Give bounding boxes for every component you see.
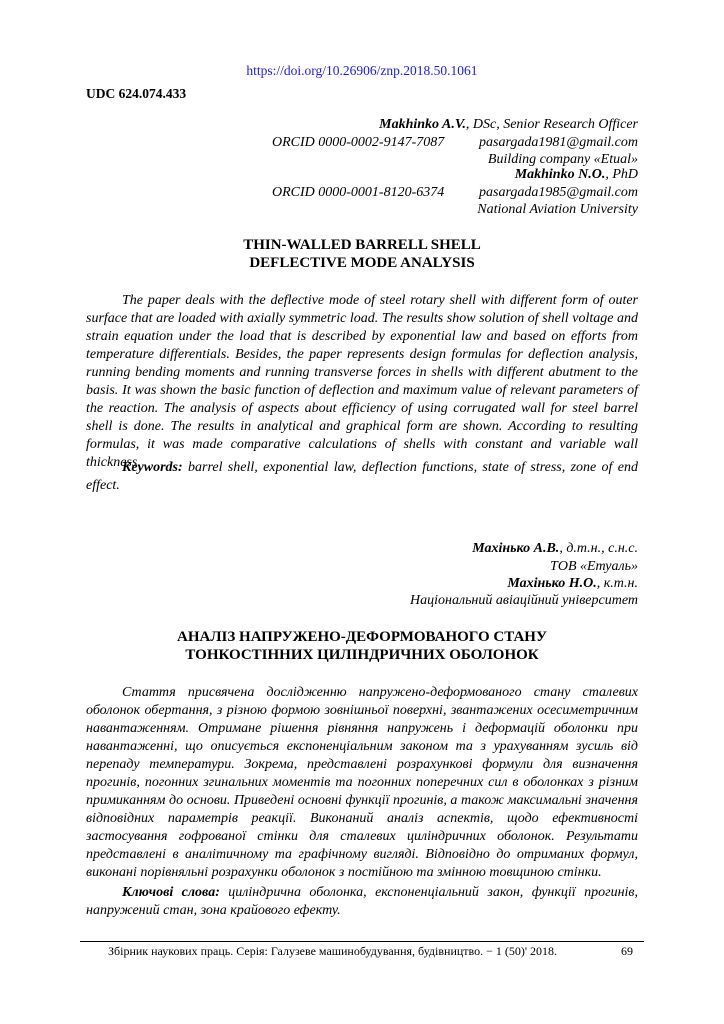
page-number: 69: [621, 944, 633, 958]
ua-abstract: Стаття присвячена дослідженню напружено-деформованого стану сталевих оболонок обертання, з різною формою зовнішньої поверхні, звантажених осесиметричним навантаженням. Отримане рішення рівняння напружень і деформацій оболонки при навантаженні, що описується експоненціальним законом та з урахуванням зусиль від перепаду температури. Зокрема, представлені розрахункові формули для визначення прогинів, погонних згинальних моментів та погонних поперечних сил в оболонках з різним примиканням до основи. Приведені основні функції прогинів, а також максимальні значення відповідних параметрів реакції. Виконаний аналіз аспектів, щодо ефективності застосування гофрованої стінки для сталевих циліндричних оболонок. Результати представлені в аналітичному та графічному вигляді. Відповідно до отриманих формул, виконані порівняльні розрахунки оболонок з постійною та змінною товщиною стінки.: [86, 685, 638, 880]
ua-author-1-name: Махінько А.В.: [472, 541, 560, 556]
en-abstract: The paper deals with the deflective mode of steel rotary shell with different form of outer surface that are loaded with axially symmetric load. The results show solution of shell voltage and strain equation under the load that is described by exponential law and based on efforts from temperature differentials. Besides, the paper represents design formulas for deflection analysis, running bending moments and running transverse forces in shells with different abutment to the basis. It was shown the basic function of deflection and maximum value of relevant parameters of the reaction. The analysis of aspects about efficiency of using corrugated wall for steel barrel shell is done. The results in analytical and graphical form are shown. According to resulting formulas, it was made comparative calculations of shells with constant and variable wall thickness.: [86, 293, 638, 470]
ua-keywords-text: циліндрична оболонка, експоненціальний закон, функції прогинів, напружений стан, зона крайового ефекту.: [86, 885, 638, 918]
en-author-1-orcid: ORCID 0000-0002-9147-7087: [272, 135, 445, 150]
en-title: [0, 236, 724, 272]
en-author-1-degree: , DSc, Senior Research Officer: [465, 117, 638, 132]
en-author-1-email[interactable]: pasargada1981@gmail.com: [479, 135, 638, 150]
ua-title-line-1: АНАЛІЗ НАПРУЖЕНО-ДЕФОРМОВАНОГО СТАНУ: [177, 629, 547, 645]
en-author-1-name: Makhinko A.V.: [379, 117, 466, 132]
ua-author-2-name: Махінько Н.О.: [507, 576, 597, 591]
doi-link[interactable]: https://doi.org/10.26906/znp.2018.50.1061: [246, 63, 478, 78]
ua-author-2-affiliation: Національний авіаційний університет: [410, 593, 638, 608]
en-author-2-affiliation: National Aviation University: [477, 202, 638, 217]
ua-keywords: [86, 884, 638, 920]
en-title-line-2: DEFLECTIVE MODE ANALYSIS: [249, 255, 475, 271]
en-author-2: [515, 167, 638, 183]
en-keywords-text: barrel shell, exponential law, deflection functions, state of stress, zone of end effect.: [86, 460, 638, 493]
ua-author-1-affiliation: ТОВ «Етуаль»: [550, 559, 638, 574]
ua-author-1: [472, 541, 638, 557]
en-keywords: [86, 459, 638, 495]
en-title-line-1: THIN-WALLED BARRELL SHELL: [243, 237, 481, 253]
footer-divider: [80, 941, 644, 942]
ua-title-line-2: ТОНКОСТІННИХ ЦИЛІНДРИЧНИХ ОБОЛОНОК: [185, 647, 539, 663]
ua-title: [0, 628, 724, 664]
ua-author-2: [507, 576, 638, 592]
en-author-1-affiliation: Building company «Etual»: [487, 152, 638, 167]
en-author-1: [379, 117, 638, 133]
ua-author-1-degree: , д.т.н., с.н.с.: [559, 541, 638, 556]
ua-keywords-label: Ключові слова:: [122, 885, 220, 900]
footer-journal: Збірник наукових праць. Серія: Галузеве машинобудування, будівництво. − 1 (50)' 2018.: [108, 944, 558, 958]
en-author-2-email[interactable]: pasargada1985@gmail.com: [479, 185, 638, 200]
en-author-2-orcid: ORCID 0000-0001-8120-6374: [272, 185, 445, 200]
udc-code: UDC 624.074.433: [86, 86, 187, 101]
en-author-2-name: Makhinko N.O.: [514, 167, 606, 182]
en-author-2-degree: , PhD: [605, 167, 638, 182]
ua-author-2-degree: , к.т.н.: [596, 576, 638, 591]
en-keywords-label: Keywords:: [122, 460, 183, 475]
